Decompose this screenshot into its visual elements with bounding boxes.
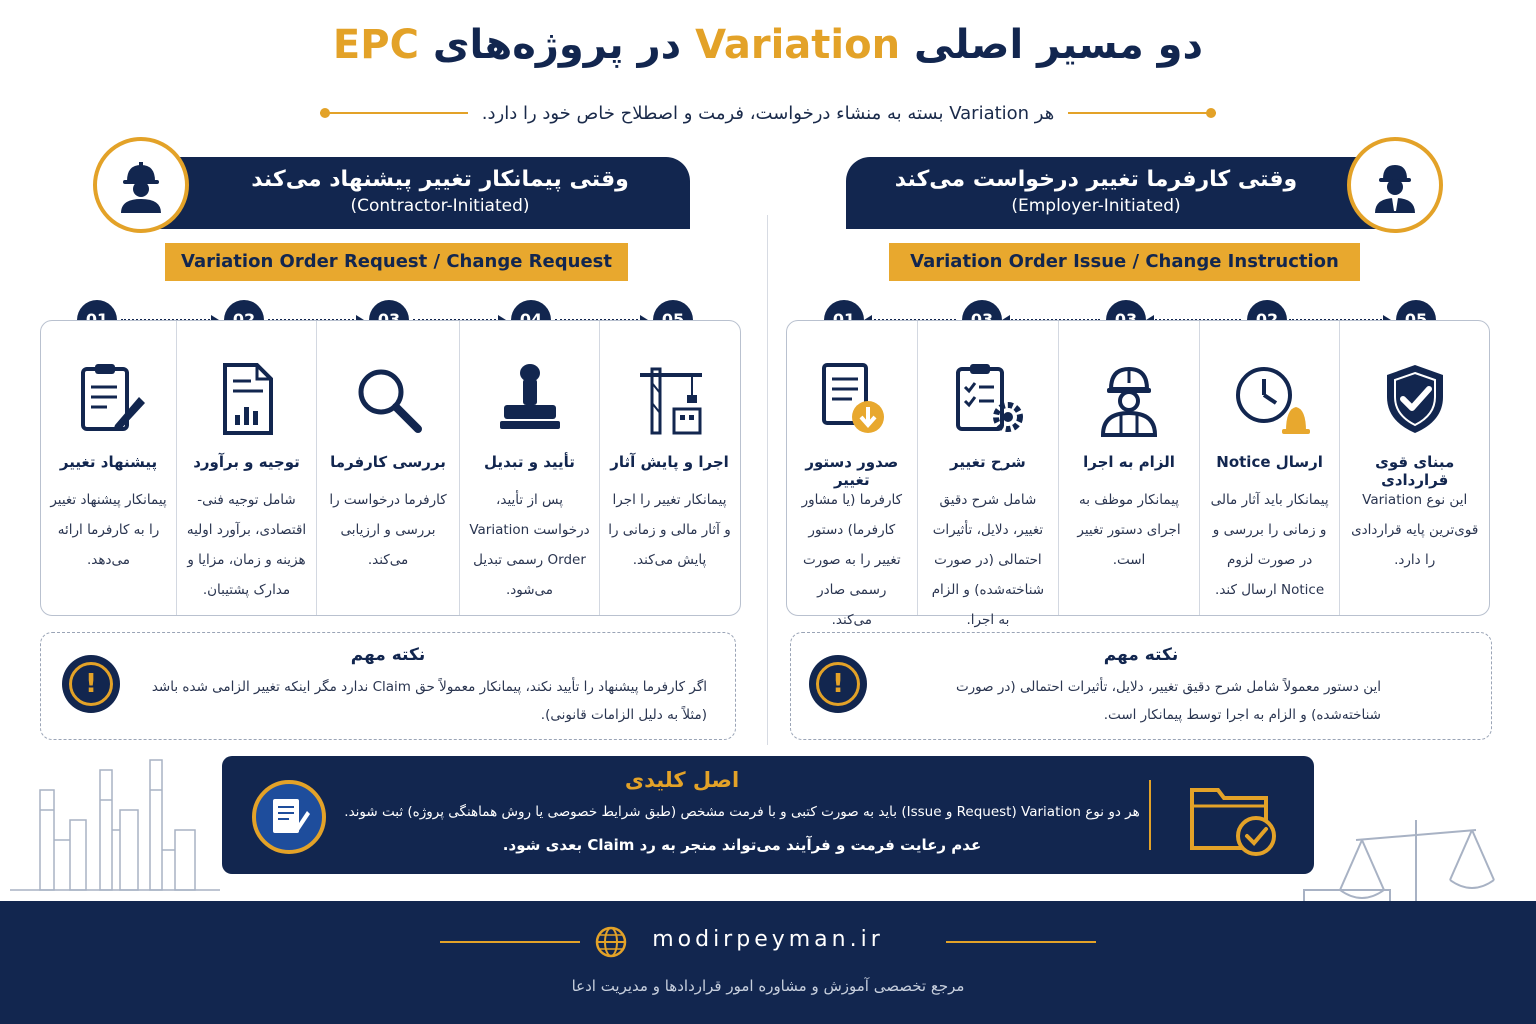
contractor-step-1-title: پیشنهاد تغییر bbox=[59, 453, 158, 471]
employer-note bbox=[790, 632, 1492, 740]
key-principle-box bbox=[222, 756, 1314, 874]
employer-step-2 bbox=[917, 321, 1059, 628]
employer-step-4 bbox=[1199, 321, 1340, 615]
crane-icon bbox=[630, 359, 710, 439]
folder-check-icon bbox=[1186, 778, 1282, 858]
employer-format-bar: Variation Order Issue / Change Instruction bbox=[889, 243, 1360, 281]
contractor-step-1-desc: پیمانکار پیشنهاد تغییر را به کارفرما ارائه می‌دهد. bbox=[50, 492, 167, 568]
contractor-note-title: نکته مهم bbox=[350, 645, 426, 665]
contractor-subtitle: (Contractor-Initiated) bbox=[350, 196, 530, 216]
title-text-2: Variation bbox=[695, 22, 901, 68]
employer-step-3-desc: پیمانکار موظف به اجرای دستور تغییر است. bbox=[1077, 492, 1181, 568]
contractor-note-text: اگر کارفرما پیشنهاد را تأیید نکند، پیمانکار معمولاً حق Claim ندارد مگر اینکه تغییر الزامی شده باشد (مثلاً به دلیل الزامات قانونی). bbox=[151, 679, 707, 723]
title-text-1: دو مسیر اصلی bbox=[900, 22, 1204, 68]
employer-subtitle: (Employer-Initiated) bbox=[1011, 196, 1181, 216]
employer-step-1-desc: کارفرما (یا مشاور کارفرما) دستور تغییر را به صورت رسمی صادر می‌کند. bbox=[801, 492, 903, 628]
contractor-step-5 bbox=[599, 321, 739, 615]
employer-step-3 bbox=[1058, 321, 1199, 615]
contractor-worker-icon bbox=[111, 155, 171, 215]
employer-avatar bbox=[1347, 137, 1443, 233]
magnifier-icon bbox=[348, 359, 428, 439]
clock-bell-icon bbox=[1230, 359, 1310, 439]
employer-step-5 bbox=[1339, 321, 1489, 615]
contractor-steps bbox=[40, 320, 741, 616]
employer-step-1-title: صدور دستور تغییر bbox=[805, 453, 899, 489]
contractor-note bbox=[40, 632, 736, 740]
employer-banner bbox=[846, 157, 1386, 229]
contractor-step-4-title: تأیید و تبدیل bbox=[484, 453, 575, 471]
key-principle-separator bbox=[1149, 780, 1151, 850]
contractor-banner bbox=[150, 157, 690, 229]
employer-step-4-title: ارسال Notice bbox=[1216, 453, 1323, 471]
employer-warning-icon: ! bbox=[809, 655, 867, 713]
employer-steps bbox=[786, 320, 1490, 628]
employer-manager-icon bbox=[1365, 155, 1425, 215]
employer-step-5-desc: این نوع Variation قوی‌ترین پایه قراردادی را دارد. bbox=[1351, 492, 1479, 568]
page-title bbox=[0, 22, 1536, 68]
contractor-step-4 bbox=[459, 321, 599, 615]
refinery-illustration-icon bbox=[10, 750, 220, 900]
stamp-icon bbox=[490, 359, 570, 439]
contractor-warning-icon: ! bbox=[62, 655, 120, 713]
clipboard-pen-icon bbox=[69, 359, 149, 439]
contractor-step-2 bbox=[176, 321, 316, 615]
key-principle-line-2: عدم رعایت فرمت و فرآیند می‌تواند منجر به رد Claim بعدی شود. bbox=[502, 836, 982, 854]
subtitle-row bbox=[320, 98, 1216, 128]
center-divider bbox=[767, 215, 768, 745]
employer-step-2-title: شرح تغییر bbox=[950, 453, 1026, 471]
contractor-step-3-desc: کارفرما درخواست را بررسی و ارزیابی می‌کند. bbox=[329, 492, 447, 568]
key-principle-title: اصل کلیدی bbox=[624, 768, 740, 792]
contractor-step-4-desc: پس از تأیید، درخواست Variation Order رسمی تبدیل می‌شود. bbox=[469, 492, 590, 598]
footer-tagline: مرجع تخصصی آموزش و مشاوره امور قراردادها و مدیریت ادعا bbox=[571, 977, 965, 995]
contractor-step-2-desc: شامل توجیه فنی-اقتصادی، برآورد اولیه هزینه و زمان، مزایا و مدارک پشتیبان. bbox=[186, 492, 307, 598]
worker-icon bbox=[1089, 359, 1169, 439]
contractor-title: وقتی پیمانکار تغییر پیشنهاد می‌کند bbox=[251, 167, 629, 192]
contractor-step-5-desc: پیمانکار تغییر را اجرا و آثار مالی و زمانی را پایش می‌کند. bbox=[608, 492, 731, 568]
key-principle-line-1: هر دو نوع Variation (Request و Issue) باید به صورت کتبی و با فرمت مشخص (طبق شرایط خصوصی یا روش هماهنگی پروژه) ثبت شوند. bbox=[344, 804, 1140, 820]
website-link[interactable]: modirpeyman.ir bbox=[652, 927, 884, 952]
document-download-icon bbox=[812, 359, 892, 439]
employer-note-title: نکته مهم bbox=[1103, 645, 1179, 665]
document-chart-icon bbox=[207, 359, 287, 439]
employer-step-5-title: مبنای قوی قراردادی bbox=[1375, 453, 1455, 489]
contractor-step-1 bbox=[41, 321, 176, 615]
employer-step-3-title: الزام به اجرا bbox=[1083, 453, 1175, 471]
contractor-format-bar: Variation Order Request / Change Request bbox=[165, 243, 628, 281]
checklist-gear-icon bbox=[948, 359, 1028, 439]
contractor-avatar bbox=[93, 137, 189, 233]
employer-step-2-desc: شامل شرح دقیق تغییر، دلایل، تأثیرات احتمالی (در صورت شناخته‌شده) و الزام به اجرا. bbox=[931, 492, 1045, 628]
page-subtitle: هر Variation بسته به منشاء درخواست، فرمت و اصطلاح خاص خود را دارد. bbox=[481, 102, 1055, 124]
subtitle-line-left bbox=[320, 112, 468, 114]
footer bbox=[0, 901, 1536, 1024]
employer-title: وقتی کارفرما تغییر درخواست می‌کند bbox=[894, 167, 1298, 192]
contractor-step-3-title: بررسی کارفرما bbox=[330, 453, 446, 471]
subtitle-line-right bbox=[1068, 112, 1216, 114]
title-text-4: EPC bbox=[332, 22, 419, 68]
contractor-step-5-title: اجرا و پایش آثار bbox=[610, 453, 729, 471]
shield-check-icon bbox=[1375, 359, 1455, 439]
employer-step-4-desc: پیمانکار باید آثار مالی و زمانی را بررسی و در صورت لزوم Notice ارسال کند. bbox=[1210, 492, 1329, 598]
contractor-step-3 bbox=[316, 321, 459, 615]
employer-note-text: این دستور معمولاً شامل شرح دقیق تغییر، دلایل، تأثیرات احتمالی (در صورت شناخته‌شده) و الزام به اجرا توسط پیمانکار است. bbox=[955, 679, 1381, 723]
title-text-3: در پروژه‌های bbox=[418, 22, 696, 68]
employer-step-1 bbox=[787, 321, 917, 628]
contractor-step-2-title: توجیه و برآورد bbox=[193, 453, 300, 471]
